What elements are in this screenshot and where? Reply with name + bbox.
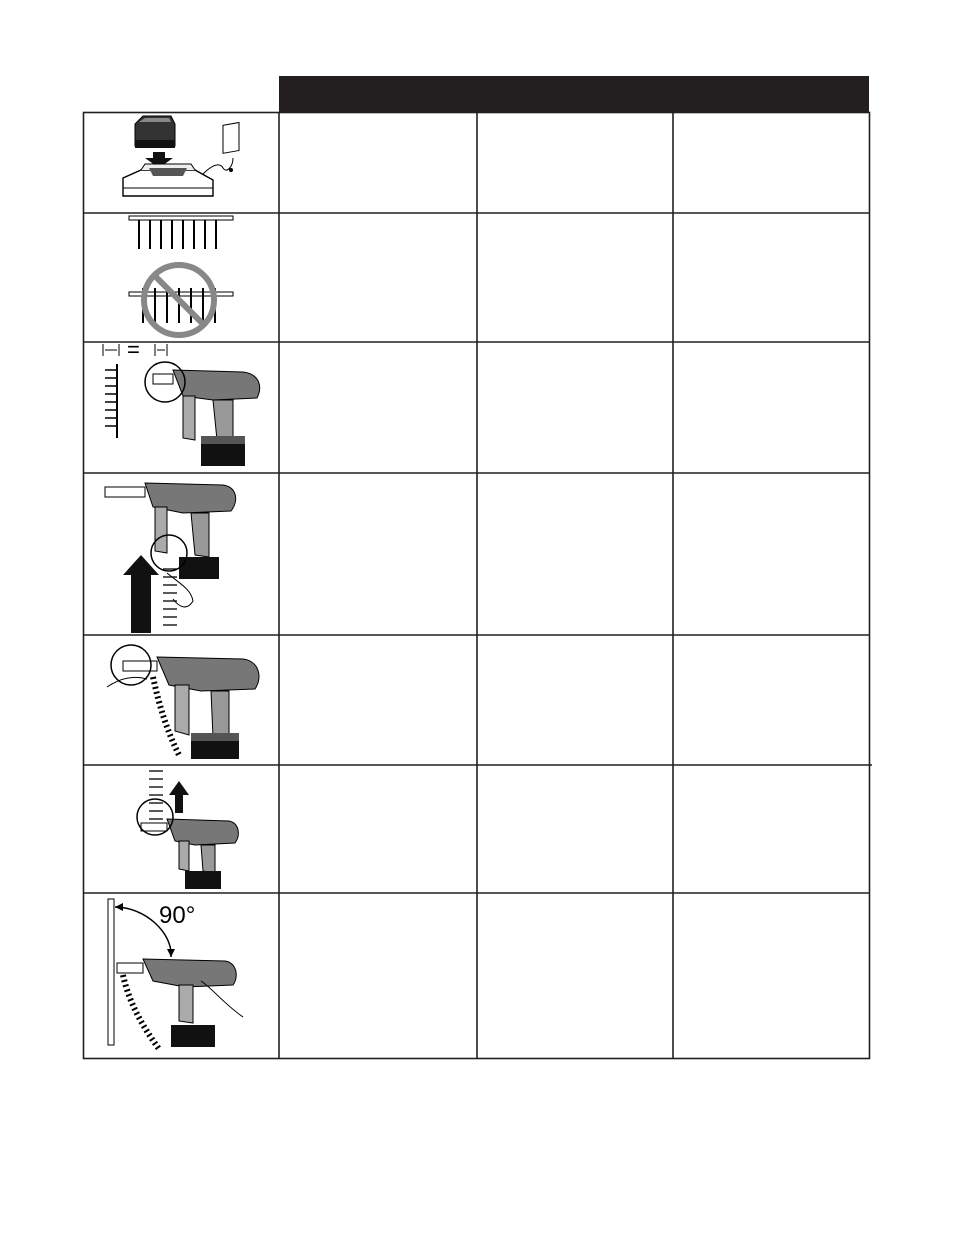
- table-row: [83, 473, 870, 635]
- removing-strip-illustration: [83, 765, 279, 893]
- table-cell: [673, 112, 870, 213]
- table-cell: [477, 342, 673, 473]
- table-cell: [477, 635, 673, 765]
- table-cell: [279, 112, 477, 213]
- troubleshooting-table: [83, 112, 870, 1059]
- table-cell: [673, 765, 870, 893]
- depth-adjustment-illustration: [83, 342, 279, 473]
- table-cell: [673, 473, 870, 635]
- battery-charger-illustration: [83, 112, 279, 213]
- table-cell: [279, 765, 477, 893]
- table-row: [83, 893, 870, 1059]
- table-cell: [279, 893, 477, 1059]
- table-header-bar: [279, 76, 869, 112]
- table-cell: [279, 635, 477, 765]
- table-row: [83, 765, 870, 893]
- table-cell: [673, 342, 870, 473]
- table-row: [83, 112, 870, 213]
- table-cell: [279, 213, 477, 342]
- table-cell: [673, 893, 870, 1059]
- table-cell: [477, 213, 673, 342]
- table-row: [83, 635, 870, 765]
- table-cell: [477, 765, 673, 893]
- angle-label: 90°: [159, 902, 196, 929]
- table-cell: [673, 635, 870, 765]
- table-cell: [477, 112, 673, 213]
- table-cell: [477, 473, 673, 635]
- feeding-strip-illustration: [83, 635, 279, 765]
- table-cell: [477, 893, 673, 1059]
- table-cell: [279, 342, 477, 473]
- equal-sign: =: [127, 342, 140, 362]
- table-row: [83, 342, 870, 473]
- table-cell: [673, 213, 870, 342]
- screw-strip-correct-incorrect-illustration: [83, 213, 279, 342]
- table-cell: [279, 473, 477, 635]
- loading-screw-strip-illustration: [83, 473, 279, 635]
- table-row: [83, 213, 870, 342]
- driving-at-90-degrees-illustration: [83, 893, 279, 1059]
